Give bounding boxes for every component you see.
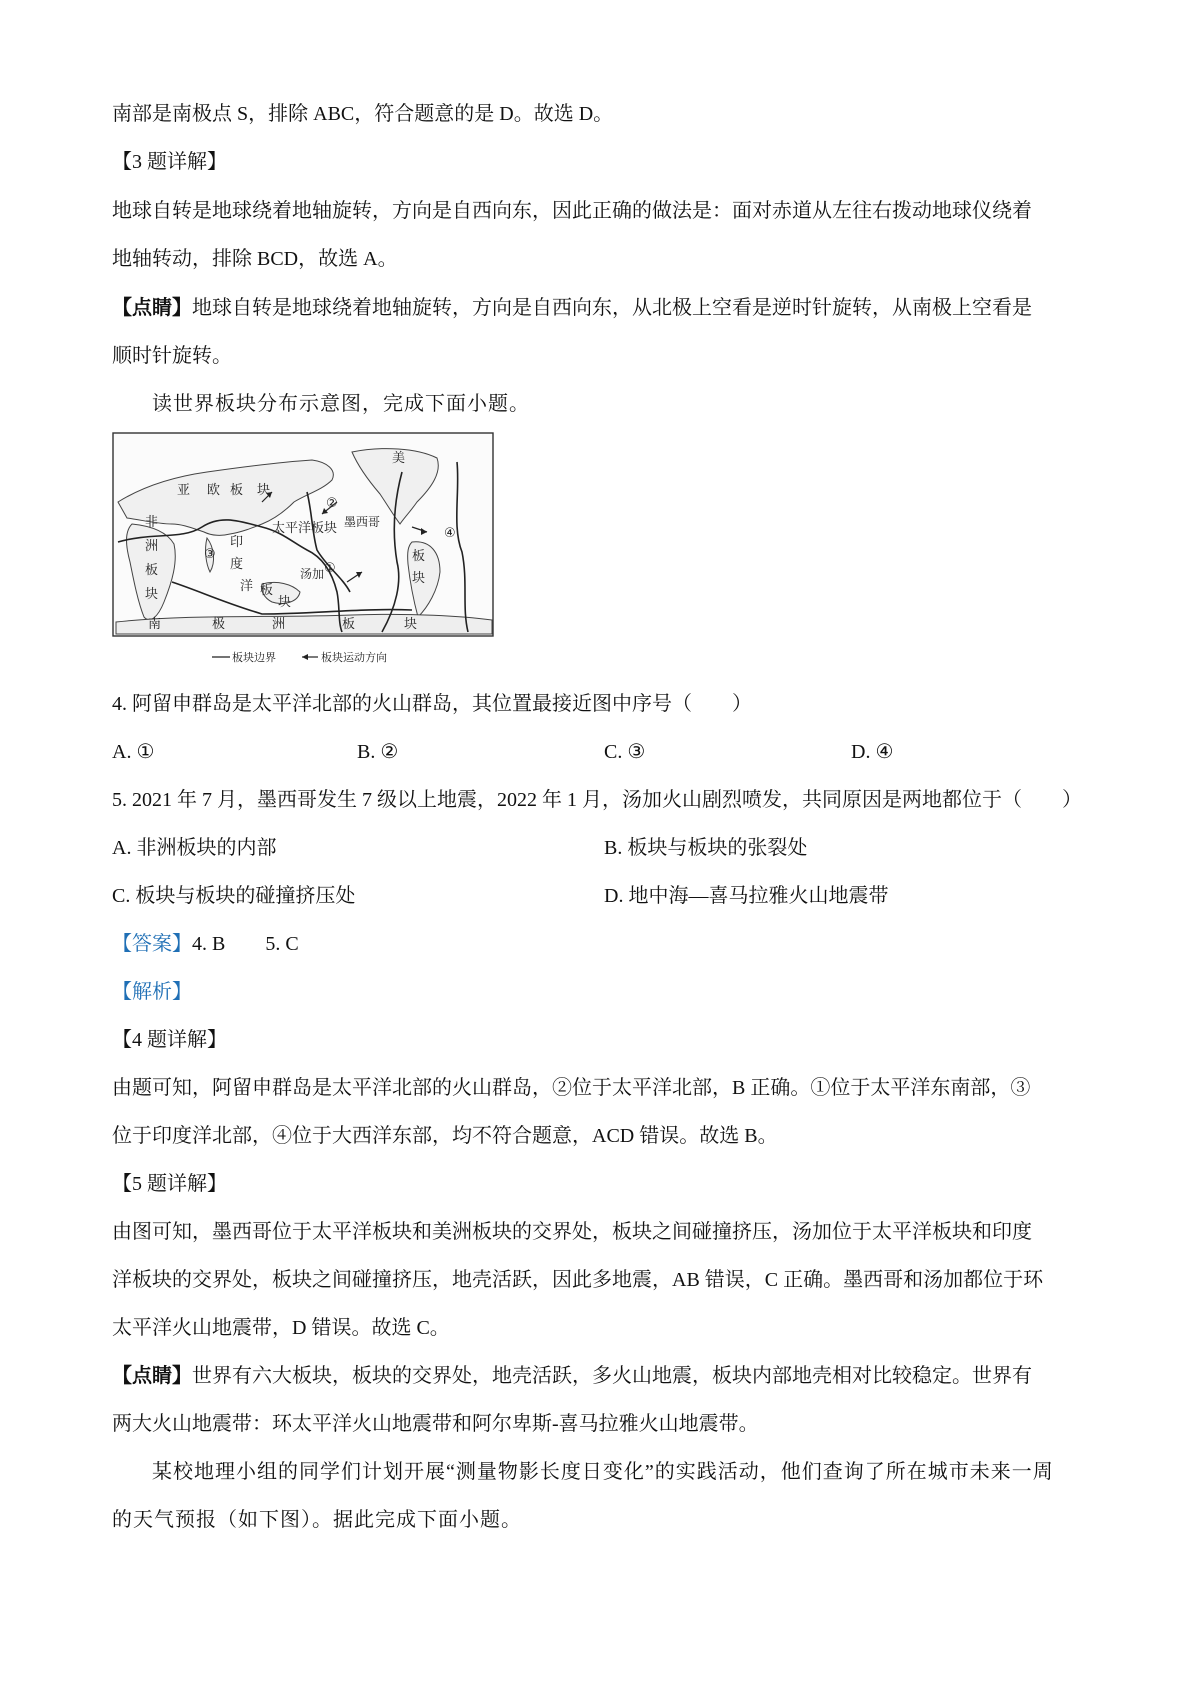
paragraph-q3-line1: 地球自转是地球绕着地轴旋转，方向是自西向东，因此正确的做法是：面对赤道从左往右拨动地球仪绕着 bbox=[112, 200, 1032, 222]
paragraph-q5-line3: 太平洋火山地震带，D 错误。故选 C。 bbox=[112, 1317, 450, 1339]
intro-weather-line1: 某校地理小组的同学们计划开展“测量物影长度日变化”的实践活动，他们查询了所在城市未来一周 bbox=[152, 1461, 1054, 1483]
q4-option-b: B. ② bbox=[357, 741, 399, 763]
q5-option-d: D. 地中海—喜马拉雅火山地震带 bbox=[604, 885, 889, 907]
note-paragraph-2-line2: 两大火山地震带：环太平洋火山地震带和阿尔卑斯-喜马拉雅火山地震带。 bbox=[112, 1413, 759, 1435]
note-paragraph-2 bbox=[112, 1362, 1032, 1390]
paragraph-q4-line2: 位于印度洋北部，④位于大西洋东部，均不符合题意，ACD 错误。故选 B。 bbox=[112, 1125, 778, 1147]
label-antarctic-2: 极 bbox=[212, 617, 226, 632]
label-eurasia-4: 块 bbox=[257, 483, 271, 498]
paragraph-q3-line2: 地轴转动，排除 BCD，故选 A。 bbox=[112, 248, 398, 270]
q5-option-b: B. 板块与板块的张裂处 bbox=[604, 837, 808, 859]
plate-map-figure bbox=[112, 432, 496, 668]
note-tag: 【点睛】 bbox=[112, 297, 192, 319]
q4-option-a: A. ① bbox=[112, 741, 155, 763]
legend-arrow-head bbox=[302, 654, 308, 660]
label-eurasia-1: 亚 bbox=[177, 483, 191, 498]
label-indian-4: 板 bbox=[260, 583, 274, 598]
q5-option-a: A. 非洲板块的内部 bbox=[112, 837, 277, 859]
label-pacific-plate: 太平洋板块 bbox=[272, 521, 338, 536]
paragraph-conclusion: 南部是南极点 S，排除 ABC，符合题意的是 D。故选 D。 bbox=[112, 103, 614, 125]
q4-option-d: D. ④ bbox=[851, 741, 894, 763]
paragraph-q5-line2: 洋板块的交界处，板块之间碰撞挤压，地壳活跃，因此多地震，AB 错误，C 正确。墨西哥和汤加都位于环 bbox=[112, 1269, 1044, 1291]
label-antarctic-5: 块 bbox=[404, 617, 418, 632]
note-paragraph-1-line2: 顺时针旋转。 bbox=[112, 345, 232, 367]
label-indian-2: 度 bbox=[230, 557, 244, 572]
label-mexico: 墨西哥 bbox=[344, 515, 381, 529]
label-indian-1: 印 bbox=[230, 535, 244, 550]
paragraph-q4-line1: 由题可知，阿留申群岛是太平洋北部的火山群岛，②位于太平洋北部，B 正确。①位于太平洋东南部，③ bbox=[112, 1077, 1031, 1099]
plate-map bbox=[112, 432, 496, 668]
note-paragraph-1 bbox=[112, 294, 1032, 322]
label-africa-1: 非 bbox=[145, 515, 159, 530]
note-text: 地球自转是地球绕着地轴旋转，方向是自西向东，从北极上空看是逆时针旋转，从南极上空看是 bbox=[192, 297, 1032, 319]
answer-line bbox=[112, 930, 299, 958]
analysis-tag: 【解析】 bbox=[112, 981, 192, 1003]
intro-weather-line2: 的天气预报（如下图）。据此完成下面小题。 bbox=[112, 1509, 522, 1531]
label-antarctic-3: 洲 bbox=[272, 617, 286, 632]
question-4: 4. 阿留申群岛是太平洋北部的火山群岛，其位置最接近图中序号（ ） bbox=[112, 693, 752, 715]
label-america-plate-2: 块 bbox=[412, 571, 426, 586]
label-america-plate-1: 板 bbox=[412, 549, 426, 564]
label-indian-3: 洋 bbox=[240, 579, 254, 594]
q5-option-c: C. 板块与板块的碰撞挤压处 bbox=[112, 885, 356, 907]
label-america: 美 bbox=[392, 451, 406, 466]
paragraph-q5-line1: 由图可知，墨西哥位于太平洋板块和美洲板块的交界处，板块之间碰撞挤压，汤加位于太平洋板块和印度 bbox=[112, 1221, 1032, 1243]
label-africa-2: 洲 bbox=[145, 539, 159, 554]
section-heading-q4: 【4 题详解】 bbox=[112, 1029, 227, 1051]
question-5: 5. 2021 年 7 月，墨西哥发生 7 级以上地震，2022 年 1 月，汤加火山剧烈喷发，共同原因是两地都位于（ ） bbox=[112, 789, 1082, 811]
section-heading-q5: 【5 题详解】 bbox=[112, 1173, 227, 1195]
marker-1: ① bbox=[324, 561, 336, 576]
label-africa-3: 板 bbox=[145, 563, 159, 578]
section-heading-q3: 【3 题详解】 bbox=[112, 151, 227, 173]
marker-2: ② bbox=[326, 496, 338, 511]
label-antarctic-4: 板 bbox=[342, 617, 356, 632]
legend-boundary-label: 板块边界 bbox=[232, 651, 276, 664]
answer-text: 4. B 5. C bbox=[192, 933, 299, 955]
label-antarctic-1: 南 bbox=[148, 617, 162, 632]
intro-plate-map: 读世界板块分布示意图，完成下面小题。 bbox=[152, 393, 530, 415]
answer-tag: 【答案】 bbox=[112, 933, 192, 955]
legend-direction-label: 板块运动方向 bbox=[321, 651, 387, 664]
label-eurasia-3: 板 bbox=[230, 483, 244, 498]
label-indian-5: 块 bbox=[278, 595, 292, 610]
note-tag: 【点睛】 bbox=[112, 1365, 192, 1387]
note-text: 世界有六大板块，板块的交界处，地壳活跃，多火山地震，板块内部地壳相对比较稳定。世界有 bbox=[192, 1365, 1032, 1387]
label-eurasia-2: 欧 bbox=[207, 483, 221, 498]
label-tonga: 汤加 bbox=[300, 567, 325, 581]
label-africa-4: 块 bbox=[145, 587, 159, 602]
marker-3: ③ bbox=[204, 547, 216, 562]
q4-option-c: C. ③ bbox=[604, 741, 646, 763]
marker-4: ④ bbox=[444, 526, 456, 541]
